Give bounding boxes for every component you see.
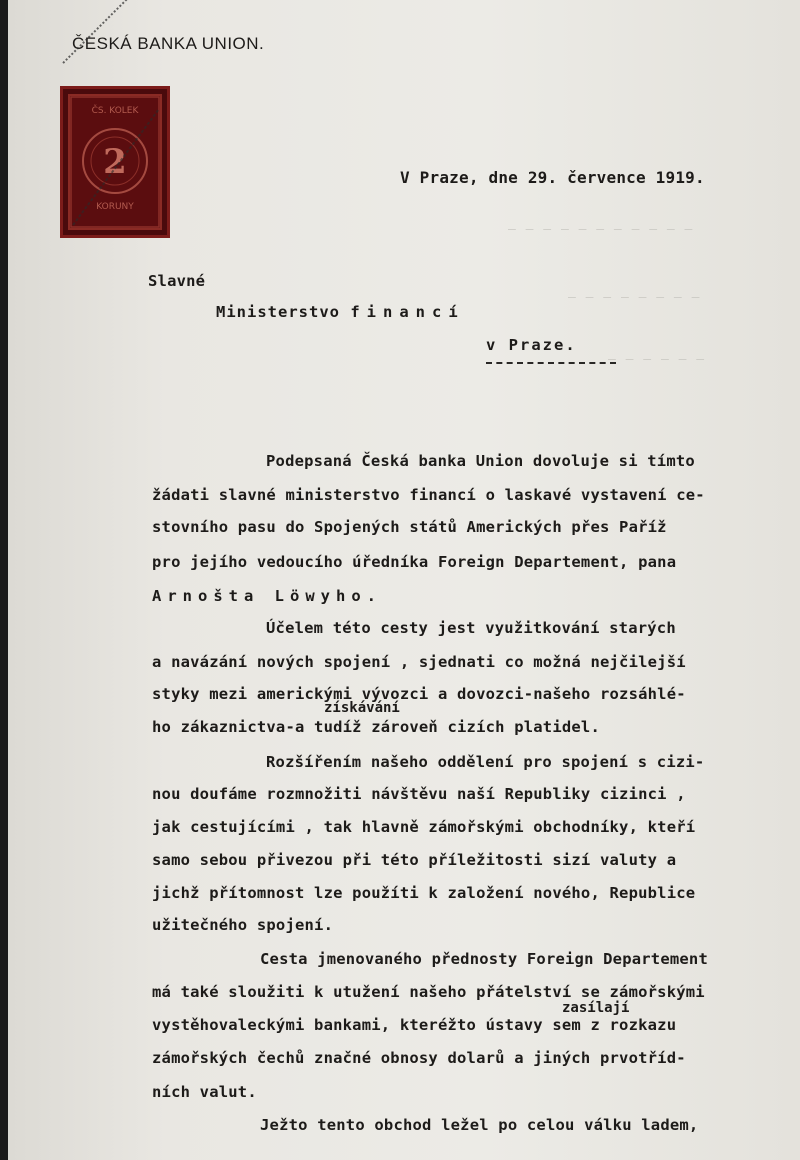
body-line: Rozšířením našeho oddělení pro spojení s cizi- [266, 753, 705, 771]
body-line: styky mezi americkými vývozci a dovozci-našeho rozsáhlé- [152, 685, 686, 703]
body-line: ho zákaznictva-a tudíž zároveň cizích platidel. [152, 718, 600, 736]
body-line: a navázání nových spojení , sjednati co možná nejčilejší [152, 653, 686, 671]
recipient-spaced: financí [350, 303, 465, 321]
letterhead: ČESKÁ BANKA UNION. [72, 34, 265, 53]
city-underline [486, 362, 616, 364]
body-line: Účelem této cesty jest využitkování starých [266, 619, 676, 637]
body-line: Ježto tento obchod ležel po celou válku ladem, [260, 1116, 699, 1134]
recipient-city: v Praze. [486, 336, 577, 354]
stamp-artwork [63, 89, 167, 235]
salutation: Slavné [148, 272, 206, 290]
body-line: samo sebou přivezou při této příležitosti sizí valuty a [152, 851, 677, 869]
stamp-currency: KORUNY [96, 202, 134, 212]
body-line: má také sloužiti k utužení našeho přátelství se zámořskými [152, 983, 705, 1001]
recipient-line [216, 303, 465, 321]
body-line: jak cestujícími , tak hlavně zámořskými obchodníky, kteří [152, 818, 696, 836]
body-line: užitečného spojení. [152, 916, 334, 934]
body-line: nou doufáme rozmnožiti návštěvu naší Republiky cizinci , [152, 785, 686, 803]
body-line: ních valut. [152, 1083, 257, 1101]
bleed-through: — — — — — — [608, 352, 706, 367]
body-line: žádati slavné ministerstvo financí o laskavé vystavení ce- [152, 486, 705, 504]
letter-date: V Praze, dne 29. července 1919. [400, 168, 705, 187]
body-line: stovního pasu do Spojených států Amerických přes Paříž [152, 518, 667, 536]
body-line: vystěhovaleckými bankami, kteréžto ústavy sem z rozkazu [152, 1016, 677, 1034]
body-line: Podepsaná Česká banka Union dovoluje si tímto [266, 452, 695, 470]
handwritten-insertion: zasílají [562, 1000, 630, 1016]
body-line: jichž přítomnost lze použíti k založení nového, Republice [152, 884, 696, 902]
stamp-denomination: 2 [103, 142, 127, 182]
bleed-through: — — — — — — — — — — — [508, 222, 694, 237]
body-line: pro jejího vedoucího úředníka Foreign Departement, pana [152, 553, 677, 571]
revenue-stamp [60, 86, 170, 238]
bleed-through: — — — — — — — — [568, 290, 701, 305]
letter-page [8, 0, 800, 1160]
recipient-name: Ministerstvo [216, 303, 340, 321]
handwritten-insertion: získávání [324, 700, 400, 716]
stamp-top-text: ČS. KOLEK [91, 106, 139, 116]
body-line: zámořských čechů značné obnosy dolarů a jiných prvotříd- [152, 1049, 686, 1067]
body-line: Cesta jmenovaného přednosty Foreign Departement [260, 950, 708, 968]
body-line: Arnošta Löwyho. [152, 587, 382, 605]
